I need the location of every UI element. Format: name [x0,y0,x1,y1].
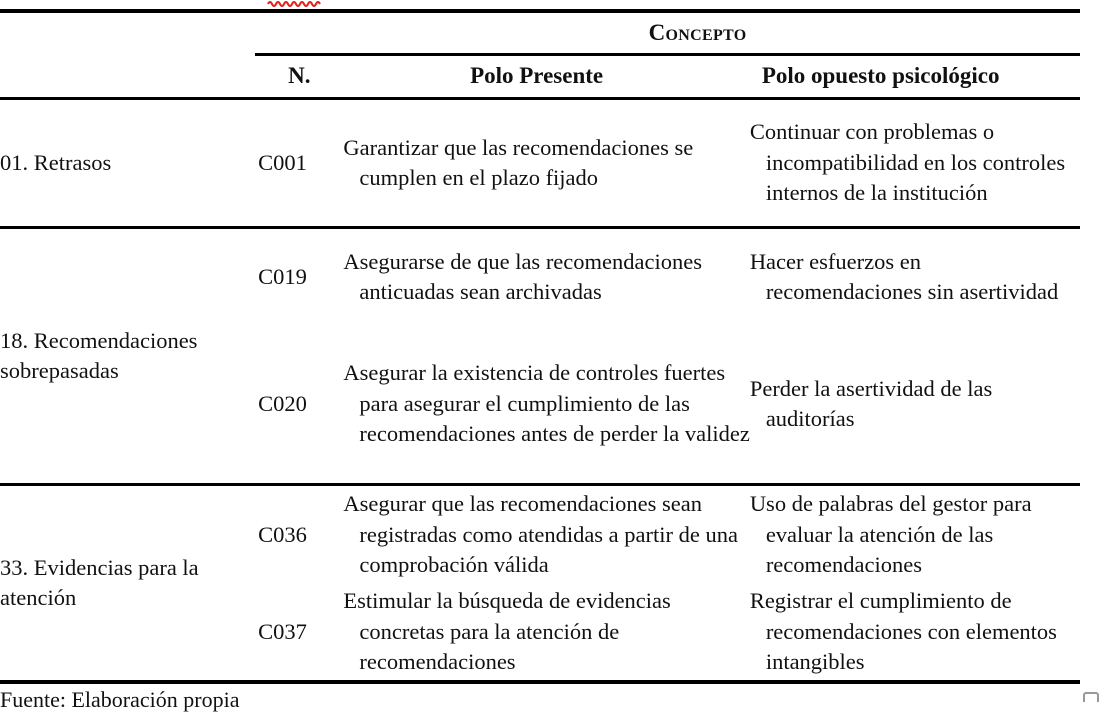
spellcheck-underline [268,0,322,7]
empty-header-cell [0,55,255,99]
table-row [0,485,1080,585]
column-header-opposite: Polo opuesto psicológico [750,55,1080,99]
present-pole: Estimular la búsqueda de evidencias concretas para la atención de recomendaciones [343,588,671,675]
opposite-pole: Continuar con problemas o incompatibilidad en los controles internos de la institución [749,119,1066,206]
concepto-header [255,11,1080,55]
group-label: 18. Recomendaciones sobrepasadas [0,327,198,383]
opposite-pole: Perder la asertividad de las auditorías [749,375,993,431]
concept-code: C036 [258,521,307,547]
group-header-row [0,11,1080,55]
group-label: 33. Evidencias para la atención [0,554,199,610]
group-label: 01. Retrasos [0,149,112,175]
column-header-n: N. [255,55,343,99]
table-source-note [0,687,400,712]
column-header-present: Polo Presente [343,55,749,99]
opposite-pole: Registrar el cumplimiento de recomendaciones con elementos intangibles [749,588,1057,675]
column-header-row [0,55,1080,99]
concept-code: C019 [258,263,307,289]
concept-code: C020 [258,390,307,416]
present-pole: Asegurarse de que las recomendaciones anticuadas sean archivadas [343,248,702,304]
concepto-header-label: Concepto [648,19,747,45]
source-text: Fuente: Elaboración propia [0,687,240,712]
opposite-pole: Hacer esfuerzos en recomendaciones sin asertividad [749,248,1059,304]
concept-table [0,9,1080,684]
table-row [0,228,1080,326]
concept-code: C037 [258,618,307,644]
table-row [0,99,1080,228]
concept-code: C001 [258,149,307,175]
present-pole: Asegurar que las recomendaciones sean registradas como atendidas a partir de una comprobación válida [343,491,738,578]
resize-handle-icon[interactable] [1083,692,1099,702]
present-pole: Garantizar que las recomendaciones se cumplen en el plazo fijado [343,134,694,190]
empty-header-cell [0,11,255,55]
opposite-pole: Uso de palabras del gestor para evaluar la atención de las recomendaciones [749,491,1032,578]
present-pole: Asegurar la existencia de controles fuertes para asegurar el cumplimiento de las recomendaciones antes de perder la validez [343,360,750,447]
